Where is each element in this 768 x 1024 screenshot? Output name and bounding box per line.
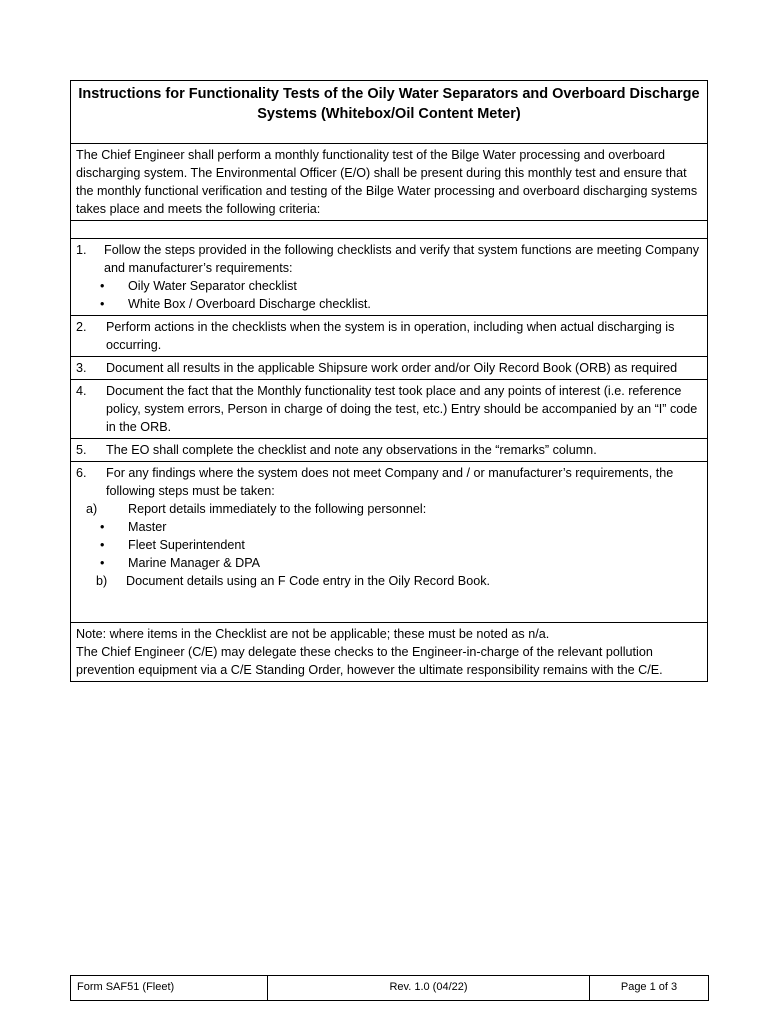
sub-step-a — [76, 500, 702, 518]
bullet-icon: • — [100, 279, 105, 293]
step-number: 5. — [76, 443, 87, 457]
bullet-text: Marine Manager & DPA — [128, 556, 261, 570]
step-6-cell — [71, 462, 707, 623]
form-id: Form SAF51 (Fleet) — [71, 976, 268, 1000]
bullet-icon: • — [100, 520, 105, 534]
document-title: Instructions for Functionality Tests of the Oily Water Separators and Overboard Discharge Systems (Whitebox/Oil Content Meter) — [78, 86, 700, 122]
step-4 — [76, 382, 702, 436]
step-2 — [76, 318, 702, 354]
sub-step-letter: a) — [86, 502, 98, 516]
sub-step-text: Document details using an F Code entry in the Oily Record Book. — [126, 574, 491, 588]
step-2-cell — [71, 316, 707, 357]
bullet-text: Oily Water Separator checklist — [128, 279, 297, 293]
step-6 — [76, 464, 702, 500]
step-number: 4. — [76, 384, 87, 398]
step-3 — [76, 359, 702, 377]
step-1 — [76, 241, 702, 277]
step-text: Document the fact that the Monthly functionality test took place and any points of interest (i.e. reference policy, system errors, Person in charge of doing the test, etc.) Entry should be accompanied by an “I” code in the ORB. — [106, 384, 698, 434]
sub-step-b — [76, 572, 702, 590]
bullet-text: White Box / Overboard Discharge checklist. — [128, 297, 371, 311]
title-cell — [71, 81, 707, 144]
bullet-text: Master — [128, 520, 167, 534]
bullet-text: Fleet Superintendent — [128, 538, 245, 552]
sub-step-letter: b) — [96, 574, 108, 588]
note-line: Note: where items in the Checklist are not be applicable; these must be noted as n/a. — [76, 627, 550, 641]
page-number: Page 1 of 3 — [620, 981, 678, 993]
list-item — [76, 518, 702, 536]
step-3-cell — [71, 357, 707, 380]
note-delegation: The Chief Engineer (C/E) may delegate these checks to the Engineer-in-charge of the relevant pollution prevention equipment via a C/E Standing Order, however the ultimate responsibility remains with the C/E. — [76, 645, 663, 677]
intro-paragraph: The Chief Engineer shall perform a monthly functionality test of the Bilge Water processing and overboard discharging system. The Environmental Officer (E/O) shall be present during this monthly test and ensure that the monthly functional verification and testing of the Bilge Water processing and overboard discharging systems takes place and meets the following criteria: — [76, 148, 698, 216]
step-number: 6. — [76, 466, 87, 480]
bullet-icon: • — [100, 556, 105, 570]
list-item — [76, 536, 702, 554]
bullet-icon: • — [100, 538, 105, 552]
step-number: 3. — [76, 361, 87, 375]
step-text: Perform actions in the checklists when the system is in operation, including when actual discharging is occurring. — [106, 320, 675, 352]
step-number: 1. — [76, 243, 87, 257]
list-item — [76, 277, 702, 295]
step-4-cell — [71, 380, 707, 439]
list-item — [76, 295, 702, 313]
instructions-table — [70, 80, 708, 682]
step-5-cell — [71, 439, 707, 462]
blank-row — [71, 221, 707, 239]
step-text: For any findings where the system does not meet Company and / or manufacturer’s requirements, the following steps must be taken: — [106, 466, 674, 498]
step-5 — [76, 441, 702, 459]
revision: Rev. 1.0 (04/22) — [268, 976, 590, 1000]
step-number: 2. — [76, 320, 87, 334]
page-footer — [70, 975, 709, 1001]
list-item — [76, 554, 702, 572]
sub-step-text: Report details immediately to the following personnel: — [128, 502, 427, 516]
step-text: The EO shall complete the checklist and note any observations in the “remarks” column. — [106, 443, 597, 457]
note-cell — [71, 623, 707, 681]
step-text: Document all results in the applicable Shipsure work order and/or Oily Record Book (ORB) as required — [106, 361, 678, 375]
step-1-cell — [71, 239, 707, 316]
step-text: Follow the steps provided in the following checklists and verify that system functions are meeting Company and manufacturer’s requirements: — [104, 243, 699, 275]
intro-cell — [71, 144, 707, 221]
bullet-icon: • — [100, 297, 105, 311]
